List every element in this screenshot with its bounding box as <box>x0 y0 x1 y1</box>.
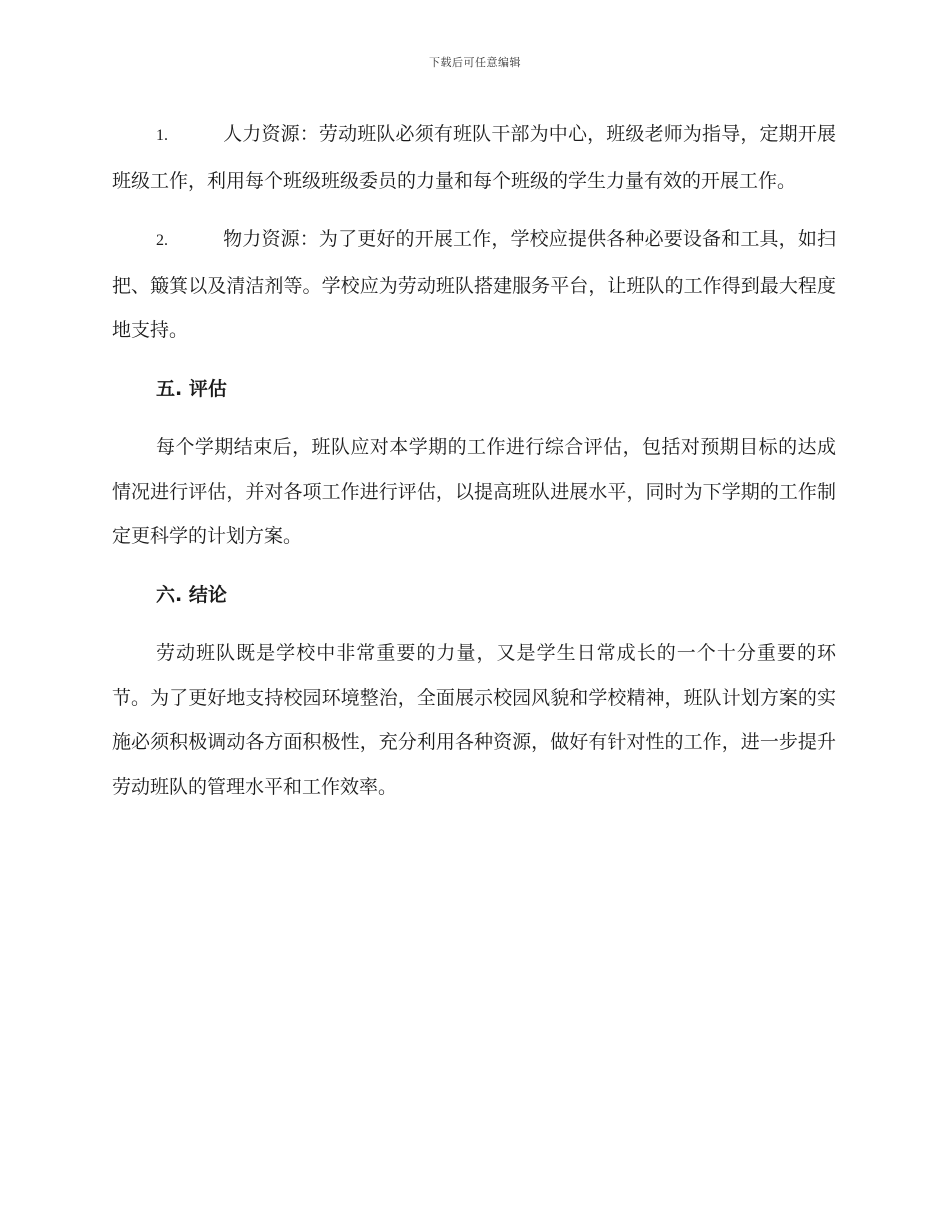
list-item-human-resources <box>112 112 836 203</box>
section-heading-conclusion: 六. 结论 <box>156 583 227 606</box>
page-header: 下载后可任意编辑 <box>429 56 521 69</box>
section-paragraph-evaluation: 每个学期结束后，班队应对本学期的工作进行综合评估，包括对预期目标的达成情况进行评估，并对各项工作进行评估，以提高班队进展水平，同时为下学期的工作制定更科学的计划方案。 <box>112 436 836 547</box>
list-number: 1. <box>156 127 168 144</box>
section-paragraph-conclusion: 劳动班队既是学校中非常重要的力量，又是学生日常成长的一个十分重要的环节。为了更好地支持校园环境整治，全面展示校园风貌和学校精神，班队计划方案的实施必须积极调动各方面积极性，充分利用各种资源，做好有针对性的工作，进一步提升劳动班队的管理水平和工作效率。 <box>112 642 836 798</box>
list-number: 2. <box>156 232 168 249</box>
document-body <box>112 112 836 823</box>
list-item-text: 物力资源：为了更好的开展工作，学校应提供各种必要设备和工具，如扫把、簸箕以及清洁剂等。学校应为劳动班队搭建服务平台，让班队的工作得到最大程度地支持。 <box>112 228 836 341</box>
section-heading-evaluation: 五. 评估 <box>156 377 227 400</box>
list-item-material-resources <box>112 217 836 353</box>
list-item-text: 人力资源：劳动班队必须有班队干部为中心，班级老师为指导，定期开展班级工作，利用每个班级班级委员的力量和每个班级的学生力量有效的开展工作。 <box>112 123 836 192</box>
